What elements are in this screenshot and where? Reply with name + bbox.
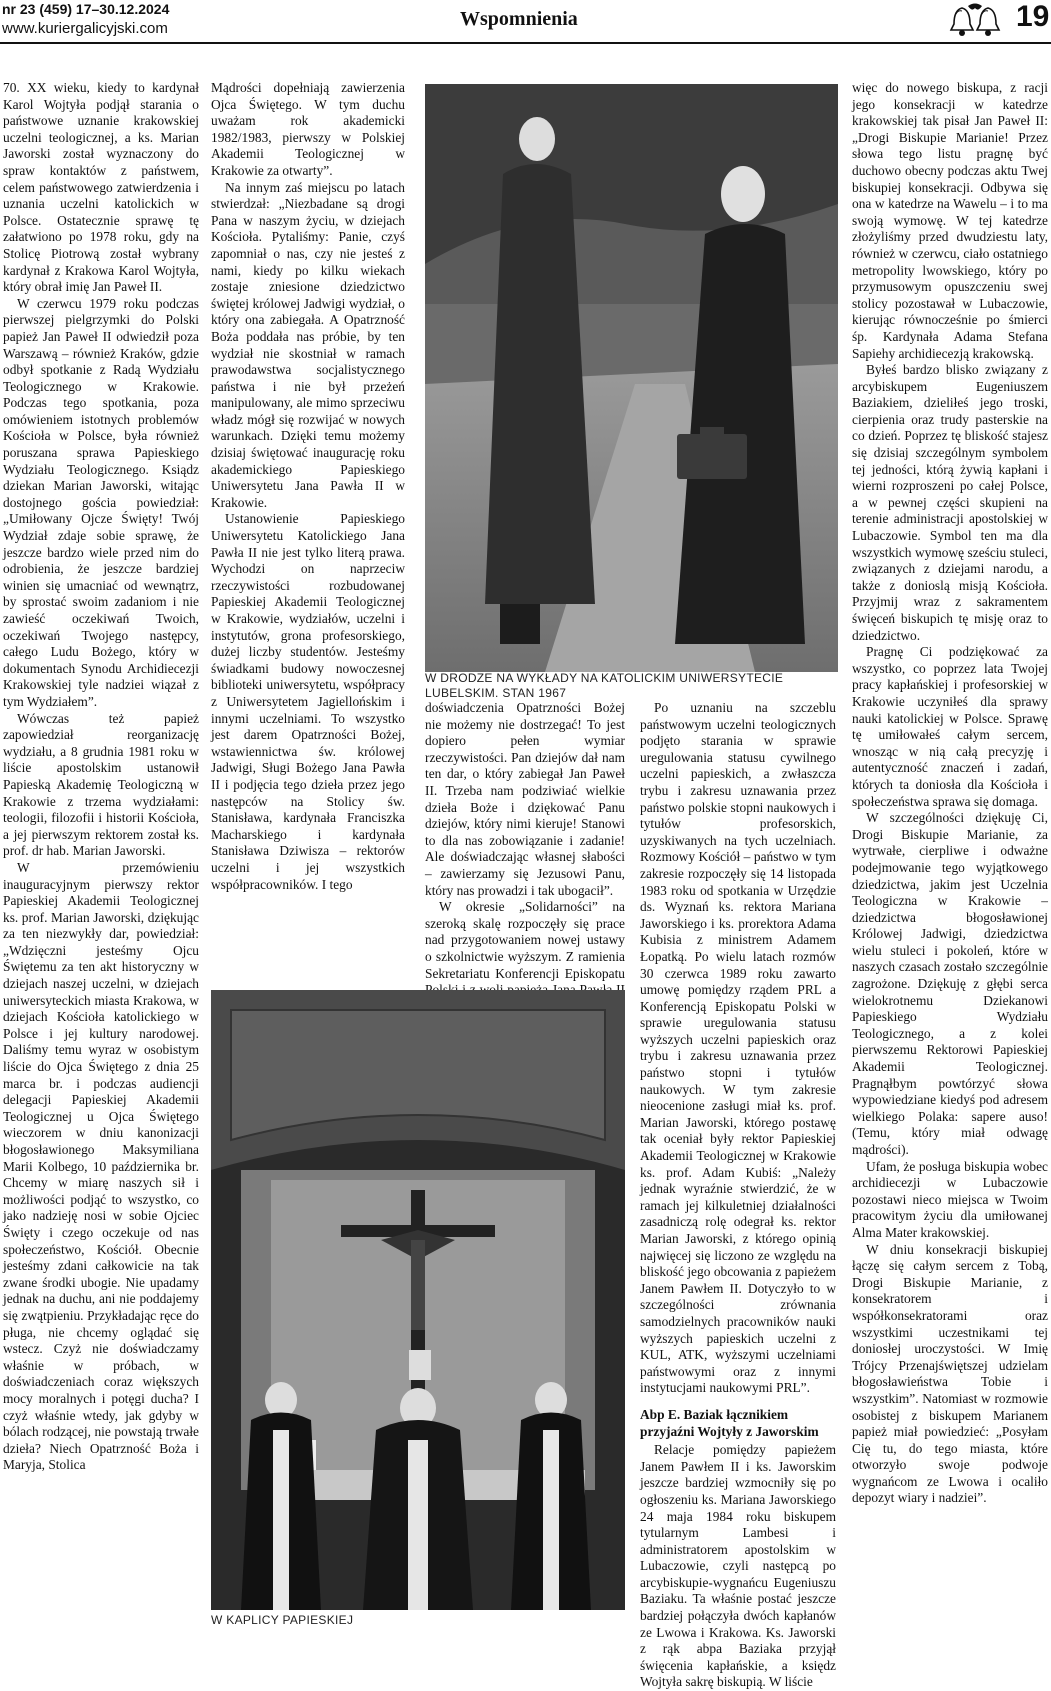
paragraph: Ustanowienie Papieskiego Uniwersytetu Katolickiego Jana Pawła II nie jest tylko literą prawa. Wychodzi on naprzeciw rzeczywistości rozbudowanej Papieskiej Akademii Teologicznej w Krakowie, wydziałów, uczelni i instytutów, grona profesorskiego, dużej liczby studentów. Jesteśmy świadkami budowy nowoczesnej biblioteki uniwersytetu, współpracy z Uniwersytetem Jagiellońskim i innymi uczelniami. To wszystko jest darem Opatrzności Bożej, wstawiennictwa św. królowej Jadwigi, Sługi Bożego Jana Pawła II i podjęcia tego dzieła przez jego następców na Stolicy św. Stanisława, kardynała Franciszka Macharskiego i kardynała Stanisława Dziwisza – rektorów uczelni i jej wszystkich współpracowników. I tego xyxy=(211,511,405,892)
paragraph: Pragnę Ci podziękować za wszystko, co poprzez lata Twojej pracy kapłańskiej i profesorskiej w Krakowie uczyniłeś dla sprawy nauki katolickiej w Polsce. Sprawę tę umiłowałeś całym sercem, wnosząc w nią całą precyzję i autentyczność znaczeń i zadań, których ta doniosła dla Kościoła i społeczeństwa sprawa się domaga. xyxy=(852,644,1048,809)
paragraph: doświadczenia Opatrzności Bożej nie możemy nie dostrzegać! To jest dopiero pełen wymiar rzeczywistości. Pan dziejów dał nam ten dar, o który zabiegał Jan Paweł II. Trzeba nam podziwiać wielkie dzieła Boże i dziękować Panu dziejów, który nimi kieruje! Stanowi to dla nas zobowiązanie i zadanie! Ale doświadczając własnej słabości – zawierzamy się Jezusowi Panu, który nas prowadzi i tak ubogacił”. xyxy=(425,700,625,898)
paragraph: Mądrości dopełniają zawierzenia Ojca Świętego. W tym duchu uważam rok akademicki 1982/1983, pierwszy w Polskiej Akademii Teologicznej w Krakowie za otwarty”. xyxy=(211,80,405,178)
issue-number: nr 23 (459) 17–30.12.2024 xyxy=(2,1,170,17)
photo-caption: W DRODZE NA WYKŁADY NA KATOLICKIM UNIWERSYTECIE LUBELSKIM. STAN 1967 xyxy=(425,671,784,700)
paragraph: Byłeś bardzo blisko związany z arcybiskupem Eugeniuszem Baziakiem, dzieliłeś jego troski, cierpienia oraz trudy pasterskie na co dzień. Poprzez tę bliskość stajesz się dzisiaj szczególnym symbolem tej jedności, którą żywią kapłani i wierni rozproszeni po całej Polsce, a w pewnej części skupieni na terenie administracji apostolskiej w Lubaczowie. Symbol ten ma dla wszystkich wymowę sześciu stuleci, związanych z dziejami narodu, a także z donioslą misją Kościoła. Przyjmij wraz z sakramentem święceń biskupich tę misję oraz to dziedzictwo. xyxy=(852,362,1048,643)
website-link[interactable]: www.kuriergalicyjski.com xyxy=(2,20,168,37)
paragraph: Na innym zaś miejscu po latach stwierdzał: „Niezbadane są drogi Pana w naszym życiu, w dziejach Kościoła. Pytaliśmy: Panie, czyś zapomniał o nas, czy nie jesteś z nami, kiedy po kilku wiekach zostaje zniesione dziedzictwo świętej królowej Jadwigi wydział, o który ona zabiegała. A Opatrzność Boża poddała nas próbie, by ten wydział nie skostniał w ramach prawodawstwa socjalistycznego państwa i nie był przeżeń manipulowany, ale mimo sprzeciwu władz mógł się rozwijać w nowych warunkach. Dzięki temu możemy dzisiaj świętować inaugurację roku akademickiego Papieskiego Uniwersytetu Jana Pawła II w Krakowie. xyxy=(211,179,405,510)
article-column-5 xyxy=(852,80,1048,1636)
paragraph: W okresie „Solidarności” na szeroką skalę rozpoczęły się prace nad przygotowaniem nowej ustawy o szkolnictwie wyższym. Z ramienia Sekretariatu Konferencji Episkopatu xyxy=(425,899,625,981)
paragraph: Relacje pomiędzy papieżem Janem Pawłem II i ks. Jaworskim jeszcze bardziej wzmocniły się po ogłoszeniu ks. Mariana Jaworskiego 24 maja 1984 roku biskupem tytularnym Lambesi i administratorem apostolskim w Lubaczowie, czyli następcą po arcybiskupie-wygnańcu Eugeniuszu Baziaku. Ta właśnie postać jeszcze bardziej połączyła dwóch kapłanów ze Lwowa i Krakowa. Ks. Jaworski z rąk abpa Baziaka przyjął święcenia kapłańskie, a księdz Wojtyła sakrę biskupią. W liście xyxy=(640,1442,836,1690)
section-title: Wspomnienia xyxy=(460,8,578,30)
photo-illustration xyxy=(425,84,838,672)
article-column-3 xyxy=(425,700,625,980)
paragraph: W dniu konsekracji biskupiej łączę się całym sercem z Tobą, Drogi Biskupie Marianie, z konsekratorem i współkonsekratorami oraz wszystkimi uczestnikami tej doniosłej uroczystości. W Imię Trójcy Przenajświętszej udzielam błogosławieństwa Tobie i wszystkim”. Natomiast w rozmowie osobistej z biskupem Marianem papież miał powiedzieć: „Posyłam Cię tu, do tego miasta, które otworzyło swoje podwoje wygnańcom ze Lwowa i ocaliło depozyt wiary i nadziei”. xyxy=(852,1241,1048,1506)
article-column-2 xyxy=(211,80,405,980)
photo-illustration xyxy=(211,990,625,1610)
page-number: 19 xyxy=(1016,0,1050,33)
paragraph: więc do nowego biskupa, z racji jego konsekracji w katedrze krakowskiej tak pisał Jan Paweł II: „Drogi Biskupie Marianie! Przez słowa tego listu pragnę być duchowo obecny podczas aktu Twej biskupiej konsekracji. Odbywa się ona w katedrze na Wawelu – i to ma swoją wymowę. W tej katedrze złożyliśmy przed dwudziestu laty, również w czerwcu, ciało ostatniego metropolity lwowskiego, który po przymusowym opuszczeniu swej stolicy pozostawał w Lubaczowie, kierując równocześnie po śmierci śp. Kardynała Adama Stefana Sapiehy archidiecezją krakowską. xyxy=(852,80,1048,361)
paragraph: Po uznaniu na szczeblu państwowym uczelni teologicznych podjęto starania w sprawie uregulowania statusu cywilnego uczelni papieskich, a zwłaszcza trybu i zakresu uznawania przez państwo polskie stopni naukowych i tytułów profesorskich, uzyskiwanych na tych uczelniach. Rozmowy Kościół – państwo w tym zakresie rozpoczęły się 14 listopada 1983 roku od spotkania w Urzędzie ds. Wyznań ks. rektora Mariana Jaworskiego i ks. prorektora Adama Kubisia z ministrem Adamem Łopatką. Po wielu latach rozmów 30 czerwca 1989 roku zawarto umowę pomiędzy rządem PRL a Konferencją Episkopatu Polski w sprawie uregulowania statusu wyższych uczelni papieskich oraz trybu i zakresu uznawania przez państwo stopni i tytułów naukowych. W tym zakresie nieocenione zasługi miał ks. prof. Marian Jaworski, którego postawę tak oceniał były rektor Papieskiej Akademii Teologicznej w Krakowie ks. prof. Adam Kubiś: „Należy jednak wyraźnie stwierdzić, że w ramach jej kilkuletniej działalności zasadniczą rolę odegrał ks. rektor Marian Jaworski, z którego opinią najwięcej się liczono ze względu na bliskość jego obcowania z papieżem Janem Pawłem II. Dotyczyło to w szczególności zrównania samodzielnych pracowników nauki wyższych papieskich uczelni z KUL, ATK, wyższymi uczelniami państwowymi oraz z innymi instytucjami naukowymi PRL”. xyxy=(640,700,836,1396)
section-heading: Abp E. Baziak łącznikiem przyjaźni Wojtyły z Jaworskim xyxy=(640,1406,819,1439)
article-column-1 xyxy=(3,80,199,1636)
paragraph: Wówczas też papież zapowiedział reorganizację wydziału, a 8 grudnia 1981 roku w liście apostolskim ustanowił Papieską Akademię Teologiczną w Krakowie z trzema wydziałami: teologii, filozofii i historii Kościoła, a jej pierwszym rektorem został ks. prof. dr hab. Marian Jaworski. xyxy=(3,710,199,859)
christmas-bells-icon xyxy=(948,2,1004,42)
paragraph: W przemówieniu inauguracyjnym pierwszy rektor Papieskiej Akademii Teologicznej ks. prof. Marian Jaworski, dziękując za ten niezwykły dar, powiedział: „Wdzięczni jesteśmy Ojcu Świętemu za ten akt historyczny w dziejach naszej uczelni, w dziejach uniwersyteckich miasta Krakowa, w dziejach Kościoła katolickiego w Polsce i jej kultury narodowej. Daliśmy temu wyraz w osobistym liście do Ojca Świętego z dnia 25 marca br. i podczas audiencji delegacji Papieskiej Akademii Teologicznej u Ojca Świętego wieczorem w dniu kanonizacji błogosławionego Maksymiliana Marii Kolbego, 10 października br. Chcemy w miarę naszych sił i możliwości podjąć to wszystko, co jako nadzieję nosi w sobie Ojciec Święty i czego oczekuje od nas społeczeństwo, Kościół. Obecnie jesteśmy zdani całkowicie na tak zwane środki ubogie. Nie upadamy jednak na duchu, ani nie poddajemy się zwątpieniu. Przykładając ręce do pługa, nie chcemy oglądać się wstecz. Czyż nie doświadczamy właśnie w próbach, w doświadczeniach coraz większych mocy moralnych i potęgi ducha? I czyż właśnie wtedy, jak gdyby w bólach rodzącej, nie powstają trwałe dzieła? Niech Opatrzność Boża i Maryja, Stolica xyxy=(3,859,199,1473)
paragraph: W szczególności dziękuję Ci, Drogi Biskupie Marianie, za wytrwałe, cierpliwe i odważne podejmowanie tego wyjątkowego dziedzictwa, jakim jest Uczelnia Teologiczna w Krakowie – dziedzictwa błogosławionej Królowej Jadwigi, dziedzictwa wielu stuleci i pokoleń, które w naszych czasach zostało szczególnie zagrożone. Dziękuję z głębi serca wielokrotnemu Dziekanowi Papieskiego Wydziału Teologicznego, a z kolei pierwszemu Rektorowi Papieskiej Akademii Teologicznej. Pragnąłbym powtórzyć słowa wypowiedziane kiedyś pod adresem wielkiego Polaka: sapere auso! (Temu, który miał odwagę mądrości). xyxy=(852,810,1048,1157)
article-column-4 xyxy=(640,700,836,1690)
paragraph: 70. XX wieku, kiedy to kardynał Karol Wojtyła podjął starania o państwowe uznanie krakowskiej uczelni teologicznej, a ks. Marian Jaworski został wyznaczony do spraw kontaktów z państwem, celem państwowego zatwierdzenia i uznania uczelni katolickich w Polsce. Ostatecznie sprawę tę załatwiono po 1978 roku, gdy na Stolicę Piotrową został wybrany kardynał z Krakowa Karol Wojtyła, który obrał imię Jan Paweł II. xyxy=(3,80,199,295)
photo-two-priests-walking xyxy=(425,84,838,672)
page-header xyxy=(0,0,1051,44)
paragraph: W czerwcu 1979 roku podczas pierwszej pielgrzymki do Polski papież Jan Paweł II odwiedził poza Warszawą – również Kraków, gdzie odbył spotkanie z Radą Wydziału Teologicznego w Krakowie. Podczas tego spotkania, poza omówieniem istotnych problemów Kościoła w Polsce, była również poruszana sprawa Papieskiego Wydziału Teologicznego. Ksiądz dziekan Marian Jaworski, witając dostojnego gościa powiedział: „Umiłowany Ojcze Święty! Twój Wydział zdaje sobie sprawę, że jeszcze bardzo wiele przed nim do odrobienia, że jeszcze bardziej winien się umacniać od wewnątrz, by sprostać swoim zadaniom i nie zawieść oczekiwań Twoich, oczekiwań Twojego następcy, całego Ludu Bożego, który w dokumentach Synodu Archidiecezji Krakowskiej tyle nadziei wiązał z tym Wydziałem”. xyxy=(3,295,199,709)
photo-caption: W KAPLICY PAPIESKIEJ xyxy=(211,1613,354,1627)
paragraph: Ufam, że posługa biskupia wobec archidiecezji w Lubaczowie pozostawi nieco miejsca w Twoim pracowitym życiu dla umiłowanej Alma Mater krakowskiej. xyxy=(852,1158,1048,1240)
photo-papal-chapel xyxy=(211,990,625,1610)
